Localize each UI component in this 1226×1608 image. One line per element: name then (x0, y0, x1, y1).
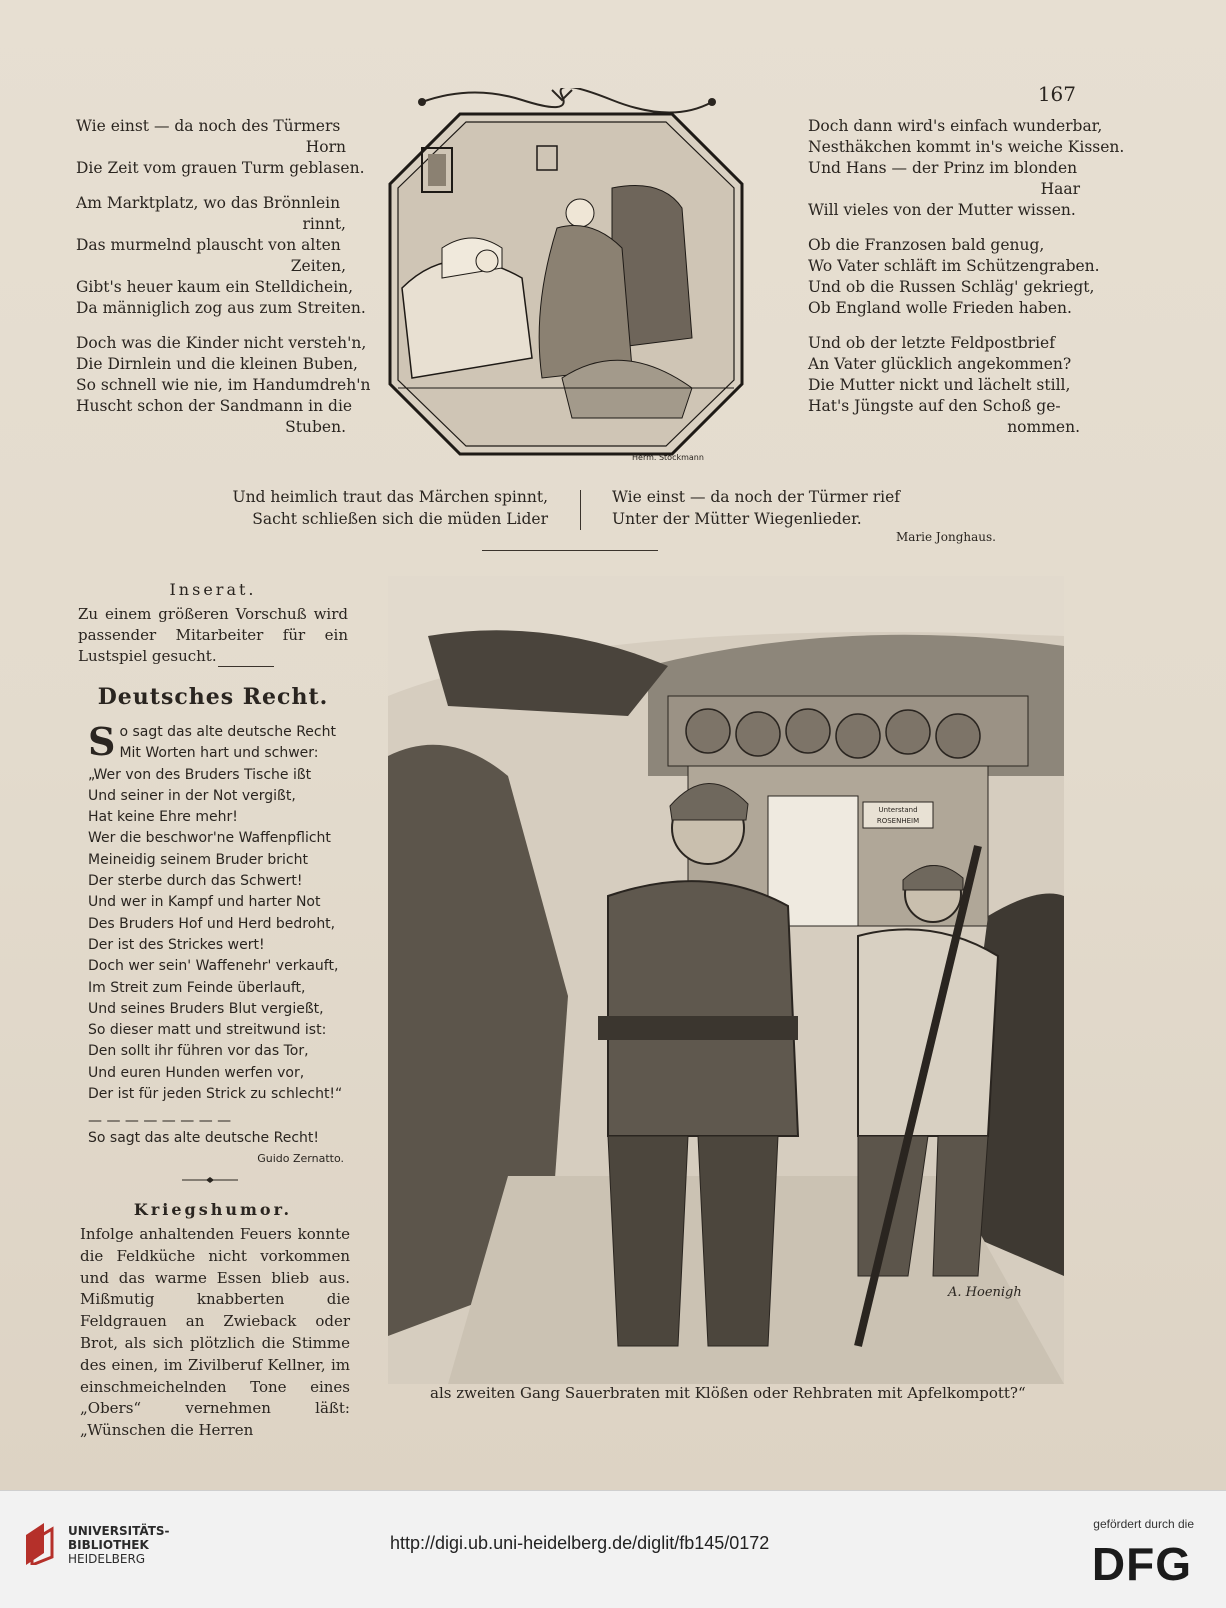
soldier-back-shirt (858, 929, 998, 1136)
inserat-rule (218, 666, 274, 667)
poem-line: Gibt's heuer kaum ein Stelldichein, (76, 278, 354, 296)
garland-knot-left (418, 98, 426, 106)
logo-line-2: BIBLIOTHEK (68, 1538, 149, 1552)
poem-line: Und seiner in der Not vergißt, (88, 787, 296, 804)
poem-line: Den sollt ihr führen vor das Tor, (88, 1043, 309, 1060)
poem-line: Wer die beschwor'ne Waffenpflicht (88, 830, 331, 847)
inserat-heading: Inserat. (169, 580, 257, 599)
poem-right-column (808, 116, 1125, 452)
wall-picture-portrait (428, 154, 446, 186)
soldier-front-tunic (608, 881, 798, 1136)
poem-line: Sacht schließen sich die müden Lider (252, 510, 548, 528)
poem-line: Am Marktplatz, wo das Brönnlein (76, 194, 341, 212)
poem-line: Die Dirnlein und die kleinen Buben, (76, 355, 358, 373)
permalink-url[interactable]: http://digi.ub.uni-heidelberg.de/diglit/fb145/0172 (390, 1533, 770, 1553)
ornament-divider (182, 1177, 238, 1183)
poem-line: „Wer von des Bruders Tische ißt (88, 766, 312, 783)
page-number: 167 (1037, 82, 1076, 106)
poem-line: Der ist des Strickes wert! (88, 936, 265, 953)
poem-line: Zeiten, (290, 257, 346, 275)
dropcap-letter: S (88, 719, 116, 764)
poem-line: nommen. (1007, 418, 1080, 436)
poem-line: Und seines Bruders Blut vergießt, (88, 1000, 324, 1017)
illustration-caption: als zweiten Gang Sauerbraten mit Klößen oder Rehbraten mit Apfelkompott?“ (430, 1384, 1026, 1402)
soldier-front-belt (598, 1016, 798, 1040)
poem-stanza (808, 116, 1125, 221)
inserat-text: Zu einem größeren Vorschuß wird passender Mitarbeiter für ein Lustspiel gesucht. (78, 605, 348, 665)
poem-stanza (76, 333, 371, 438)
deutsches-recht-heading: Deutsches Recht. (97, 684, 329, 710)
poem-line: Des Bruders Hof und Herd bedroht, (88, 915, 336, 932)
bed-blanket (402, 260, 532, 378)
poem-line: Wie einst — da noch der Türmer rief (612, 488, 901, 506)
poem-line: o sagt das alte deutsche Recht (119, 724, 336, 740)
logo-line-1: UNIVERSITÄTS- (68, 1524, 170, 1538)
closing-stanza-divider (580, 490, 581, 530)
kriegshumor-heading: Kriegshumor. (133, 1200, 293, 1219)
deutsches-recht-author: Guido Zernatto. (257, 1152, 344, 1165)
poem-stanza (76, 116, 365, 179)
closing-stanza-right (612, 486, 932, 530)
deutsches-recht-poem (88, 719, 358, 1133)
deutsches-recht-closing: So sagt das alte deutsche Recht! (88, 1130, 320, 1146)
poem-line: rinnt, (302, 215, 346, 233)
poem-line: Horn (305, 138, 346, 156)
poem-line: Will vieles von der Mutter wissen. (808, 201, 1076, 219)
illustration-artist-signature: A. Hoenigh (948, 1285, 1022, 1300)
poem-line: So schnell wie nie, im Handumdreh'n (76, 376, 371, 394)
poem-line: Huscht schon der Sandmann in die (76, 397, 353, 415)
section-rule (482, 550, 658, 551)
poem-line: Mit Worten hart und schwer: (119, 745, 319, 762)
sign-line-1: Unterstand (878, 806, 918, 814)
poem-stanza (808, 333, 1080, 438)
poem-line: Doch dann wird's einfach wunderbar, (808, 117, 1103, 135)
poem-line: Die Zeit vom grauen Turm geblasen. (76, 159, 365, 177)
garland-knot-right (708, 98, 716, 106)
poem-line: Nesthäkchen kommt in's weiche Kissen. (808, 138, 1125, 156)
poem-line: Im Streit zum Feinde überlauft, (88, 979, 306, 996)
university-library-name[interactable] (68, 1524, 170, 1566)
poem-line: Hat's Jüngste auf den Schoß ge- (808, 397, 1061, 415)
dfg-logo[interactable]: DFG (1091, 1538, 1192, 1590)
poem-line: Unter der Mütter Wiegenlieder. (612, 510, 862, 528)
university-library-logo-icon[interactable] (22, 1521, 56, 1565)
sign-line-2: ROSENHEIM (876, 817, 920, 825)
poem-line: Wie einst — da noch des Türmers (76, 117, 341, 135)
soldier-front-leg-right (698, 1136, 778, 1346)
poem-line: An Vater glücklich angekommen? (808, 355, 1072, 373)
poem-dashes: — — — — — — — — (88, 1113, 232, 1130)
mother-figure (539, 226, 632, 379)
trench-illustration (388, 576, 1064, 1384)
viewer-footer (0, 1490, 1226, 1608)
poem-line: Doch was die Kinder nicht versteh'n, (76, 334, 367, 352)
poem-line: So dieser matt und streitwund ist: (88, 1022, 327, 1039)
logo-line-3: HEIDELBERG (68, 1552, 146, 1566)
poem-line: Stuben. (285, 418, 346, 436)
kriegshumor-text: Infolge anhaltenden Feuers konnte die Feldküche nicht vorkommen und das warme Essen blieb aus. Mißmutig knabberten die Feldgrauen an Zwieback oder Brot, als sich plötzlich die Stimme des einen, im Zivilberuf Kellner, im einschmeichelnden Tone eines „Obers“ vernehmen läßt: „Wünschen die Herren (80, 1225, 350, 1440)
funding-caption: gefördert durch die (1093, 1517, 1194, 1531)
poem-line: Und ob die Russen Schläg' gekriegt, (808, 278, 1095, 296)
poem-line: Die Mutter nickt und lächelt still, (808, 376, 1071, 394)
poem-line: Der sterbe durch das Schwert! (88, 873, 303, 890)
vignette-artist-signature: Herm. Stockmann (632, 453, 704, 462)
poem-line: Haar (1040, 180, 1080, 198)
mother-head (566, 199, 594, 227)
poem-line: Meineidig seinem Bruder bricht (88, 851, 308, 868)
poem-line: Der ist für jeden Strick zu schlecht!“ (88, 1086, 343, 1103)
closing-stanza-left (230, 486, 548, 530)
poem-author: Marie Jonghaus. (896, 530, 996, 544)
poem-stanza (808, 235, 1100, 319)
poem-line: Und heimlich traut das Märchen spinnt, (232, 488, 548, 506)
poem-line: Und ob der letzte Feldpostbrief (808, 334, 1055, 352)
child-head (476, 250, 498, 272)
poem-line: Und wer in Kampf und harter Not (88, 894, 321, 911)
poem-line: Hat keine Ehre mehr! (88, 809, 238, 826)
poem-line: Das murmelnd plauscht von alten (76, 236, 341, 254)
poem-stanza (76, 193, 366, 319)
soldier-front-leg-left (608, 1136, 688, 1346)
poem-line: Wo Vater schläft im Schützengraben. (808, 257, 1100, 275)
poem-line: Ob England wolle Frieden haben. (808, 299, 1072, 317)
poem-line: Und Hans — der Prinz im blonden (808, 159, 1078, 177)
poem-line: Da männiglich zog aus zum Streiten. (76, 299, 366, 317)
vignette-garland (422, 88, 712, 113)
soldier-back-leg-right (933, 1136, 988, 1276)
poem-left-column (76, 116, 371, 452)
octagonal-vignette-illustration (382, 88, 750, 463)
poem-line: Doch wer sein' Waffenehr' verkauft, (88, 958, 339, 975)
poem-line: Ob die Franzosen bald genug, (808, 236, 1045, 254)
poem-line: Und euren Hunden werfen vor, (88, 1064, 305, 1081)
